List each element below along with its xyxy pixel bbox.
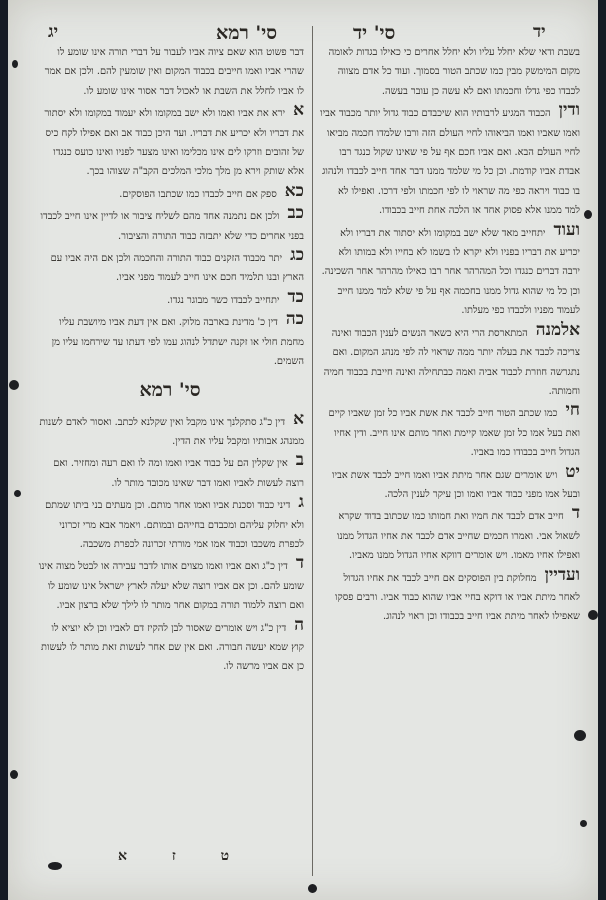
paragraph-text: כמו שכתב הטור חייב לכבד את אשת אביו כל זמן שאביו קיים ואת בעל אמו כל זמן שאמו קיימת ואחר מותם אינו חייב. ודין אחיו הגדול חייב בכבודו כמו באביו. <box>328 408 580 459</box>
lemma-word: ועדיין <box>544 564 580 585</box>
paragraph-text: דין כ"ג סתקלנך אינו מקבל ואין שקלנא לכתב. ואסור לאדם לשנות ממנהג אבותיו ומקבל עליו את הדין. <box>39 416 304 447</box>
lemma-word: ג <box>298 492 304 513</box>
commentary-paragraph <box>320 221 580 318</box>
paragraph-text: יתחייב לכבדו כשר מבוגר נגדו. <box>167 294 280 306</box>
column-divider <box>312 26 313 876</box>
lemma-word: ד <box>571 503 580 524</box>
lemma-word: ד <box>295 553 304 574</box>
paragraph-text: דין כ' מדינת בארבה מלוק. ואם אין דעת אביו מיושבת עליו מחמת חולי או זקנה ישתדל לנהוג עמו לפי דעתו עד שירחמו עליו מן השמים. <box>51 317 304 368</box>
paragraph-text: ולכן אם נתמנה אחד מהם לשליח ציבור או לדיין אינו חייב לכבדו בפני אחרים כדי שלא יתבזה כבוד התורה והציבור. <box>40 211 304 242</box>
commentary-paragraph <box>36 451 304 490</box>
paragraph-text: דבר פשוט הוא שאם ציוה אביו לעבור על דברי תורה אינו שומע לו שהרי אביו ואמו חייבים בכבוד המקום ואין שומעין להם. ולכן אם אמר לו אביו לחלל את השבת או לאכול דבר אסור אינו שומע לו. <box>44 47 304 97</box>
worm-hole <box>580 820 587 827</box>
paragraph-text: יתר מכבוד הזקנים כבוד התורה והחכמה ולכן אם היה אביו עם הארץ ובנו תלמיד חכם אינו חייב לעמוד מפני אביו. <box>50 253 304 284</box>
commentary-paragraph <box>36 204 304 243</box>
commentary-paragraph <box>320 401 580 459</box>
left-siman-heading: סי' רמא <box>216 22 278 44</box>
worm-hole <box>10 770 18 779</box>
commentary-paragraph <box>36 493 304 551</box>
commentary-paragraph <box>320 321 580 399</box>
paragraph-text: בשבת ודאי שלא יחלל עליו ולא יחלל אחרים כי כאילו בגדות לאומה מקום המימשק מבין כמו שכתב הטור בסמוך. ועוד כל אדם מצווה לכבדו כפי גדלו וחכמתו ואם לא עשה כן עובר בעשה. <box>328 47 580 97</box>
worm-hole <box>9 380 19 390</box>
lemma-word: כג <box>290 245 304 266</box>
commentary-paragraph <box>320 566 580 624</box>
lemma-word: ה <box>294 614 304 635</box>
right-text-column <box>320 40 580 870</box>
commentary-paragraph <box>36 101 304 179</box>
commentary-paragraph <box>320 40 580 98</box>
lemma-word: חי <box>565 400 580 421</box>
lemma-word: יט <box>565 461 580 482</box>
commentary-paragraph <box>36 310 304 368</box>
paragraph-text: ויש אומרים שגם אחר מיתת אביו ואמו חייב לכבד אשת אביו ובעל אמו מפני כבוד אביו ואמו וכן עיקר לענין הלכה. <box>332 469 580 500</box>
commentary-paragraph <box>36 410 304 449</box>
lemma-word: ודין <box>558 100 580 121</box>
lemma-word: כב <box>287 203 304 224</box>
commentary-paragraph <box>320 101 580 217</box>
worm-hole <box>588 610 598 620</box>
left-folio-number: יג <box>48 22 59 42</box>
paragraph-text: דין כ"ג ואם אביו ואמו מצוים אותו לדבר עבירה או לבטל מצוה אינו שומע להם. וכן אם אביו רוצה שלא יעלה לארץ ישראל אינו שומע לו ואם רוצה ללמוד תורה במקום אחר מותר לו לילך שלא ברצון אביו. <box>38 561 304 612</box>
paragraph-text: ספק אם חייב לכבדו כמו שכתבו הפוסקים. <box>119 188 277 200</box>
lemma-word: כא <box>284 180 304 201</box>
footer-signature: ט ז א <box>118 848 250 864</box>
lemma-word: א <box>293 408 304 429</box>
commentary-paragraph <box>36 554 304 612</box>
paragraph-text: המתארסת הרי היא כשאר הנשים לענין הכבוד ואינה צריכה לכבד את בעלה יותר ממה שראוי לה לפי מנהג המקום. ואם נתגרשה חוזרת לכבוד אביה ואמה כבתחילה ואינה חייבת בכבוד חמיה וחמותה. <box>323 327 580 397</box>
paragraph-text: מחלוקת בין הפוסקים אם חייב לכבד את אחיו הגדול לאחר מיתת אביו או דוקא בחיי אביו שהוא כבוד אביו. ורבים פסקו שאפילו לאחר מיתת אביו חייב בכבודו וכן ראוי לנהוג. <box>334 572 580 623</box>
commentary-paragraph <box>36 182 304 201</box>
paragraph-text: דין כ"ג ויש אומרים שאסור לבן להקיז דם לאביו וכן לא יוציא לו קוץ שמא יעשה חבורה. ואם אין שם אחר לעשות זאת מותר לו לעשות כן אם אביו מרשה לו. <box>41 622 304 673</box>
paragraph-text: יתחייב מאד שלא ישב במקומו ולא יסתור את דבריו ולא יכריע את דבריו בפניו ולא יקרא לו בשמו לא בחייו ולא במותו ולא ירבה דברים כנגדו וכל המהרהר אחר רבו כאילו מהרהר אחר השכינה. וכן כל מי שהוא גדול ממנו בחכמה אף על פי שלא למד ממנו חייב לעמוד מפניו ולכבדו כפי מעלתו. <box>321 227 580 317</box>
commentary-paragraph <box>36 616 304 674</box>
lemma-word: ב <box>295 450 304 471</box>
paragraph-text: דיני כבוד וסכנת אביו ואמו אחר מותם. וכן מעתים בני ביתו שמתם ולא יחלוק עליהם ומכבדם בחייהם ובמותם. ויאמר אבא מרי זכרוני לכפרת משכבו וכבוד אמו אמי מורתי זכרונה לכפרת משכבה. <box>45 500 304 550</box>
worm-hole <box>584 210 592 219</box>
manuscript-page <box>8 0 598 900</box>
section-title: סי' רמא <box>139 378 201 401</box>
worm-hole <box>308 884 317 893</box>
right-siman-heading: סי' יד <box>353 22 396 44</box>
lemma-word: כה <box>285 309 304 330</box>
lemma-word: אלמנה <box>535 319 580 340</box>
worm-hole <box>14 490 21 497</box>
commentary-paragraph <box>36 246 304 285</box>
lemma-word: כד <box>287 286 304 307</box>
paragraph-text: חייב אדם לכבד את חמיו ואת חמותו כמו שכתוב בדוד שקרא לשאול אבי. ואמרו חכמים שחייב אדם לכבד את אחיו הגדול ממנו ואפילו אחיו מאמו. ויש אומרים דווקא אחיו הגדול ממנו מאביו. <box>336 511 580 562</box>
right-folio-number: יד <box>533 22 546 42</box>
paragraph-text: ירא את אביו ואמו ולא ישב במקומו ולא יעמוד במקומו ולא יסתור את דבריו ולא יכריע את דבריו. ועד היכן כבוד אב ואם אפילו לקח כיס של זהובים וזרקו לים אינו מכלימו ואינו מצער לפניו ואינו כועס כנגדו אלא שותק וירא מן מלך מלכי המלכים הקב"ה שצוהו בכך. <box>44 108 304 178</box>
commentary-paragraph <box>36 40 304 98</box>
lemma-word: ועוד <box>553 219 580 240</box>
paragraph-text: הכבוד המגיע לרבותיו הוא שיכבדם כבוד גדול יותר מכבוד אביו ואמו שאביו ואמו הביאוהו לחיי העולם הזה ורבו שלמדו חכמה מביאו לחיי העולם הבא. ואם אביו חכם אף על פי שאינו שקול כנגד רבו אבדת אביו קודמת. וכן כל מי שלמד ממנו דבר אחד חייב לכבדו ולנהוג בו כבוד ויראה כפי מה שראוי לו לפי חכמתו ולפי דרכו. ואפילו לא למד ממנו אלא פסוק אחד או הלכה אחת חייב בכבודו. <box>320 108 580 217</box>
left-text-column <box>36 40 304 870</box>
commentary-paragraph <box>320 504 580 562</box>
commentary-paragraph <box>36 288 304 307</box>
lemma-word: א <box>293 100 304 121</box>
commentary-paragraph <box>320 463 580 502</box>
paragraph-text: אין שקלין הם על כבוד אביו ואמו ומה לו ואם רעה ומחזיר. ואם רוצה לעשות לאביו ואמו דבר שאינו מכובד מותר לו. <box>53 458 304 489</box>
worm-hole <box>12 60 18 68</box>
